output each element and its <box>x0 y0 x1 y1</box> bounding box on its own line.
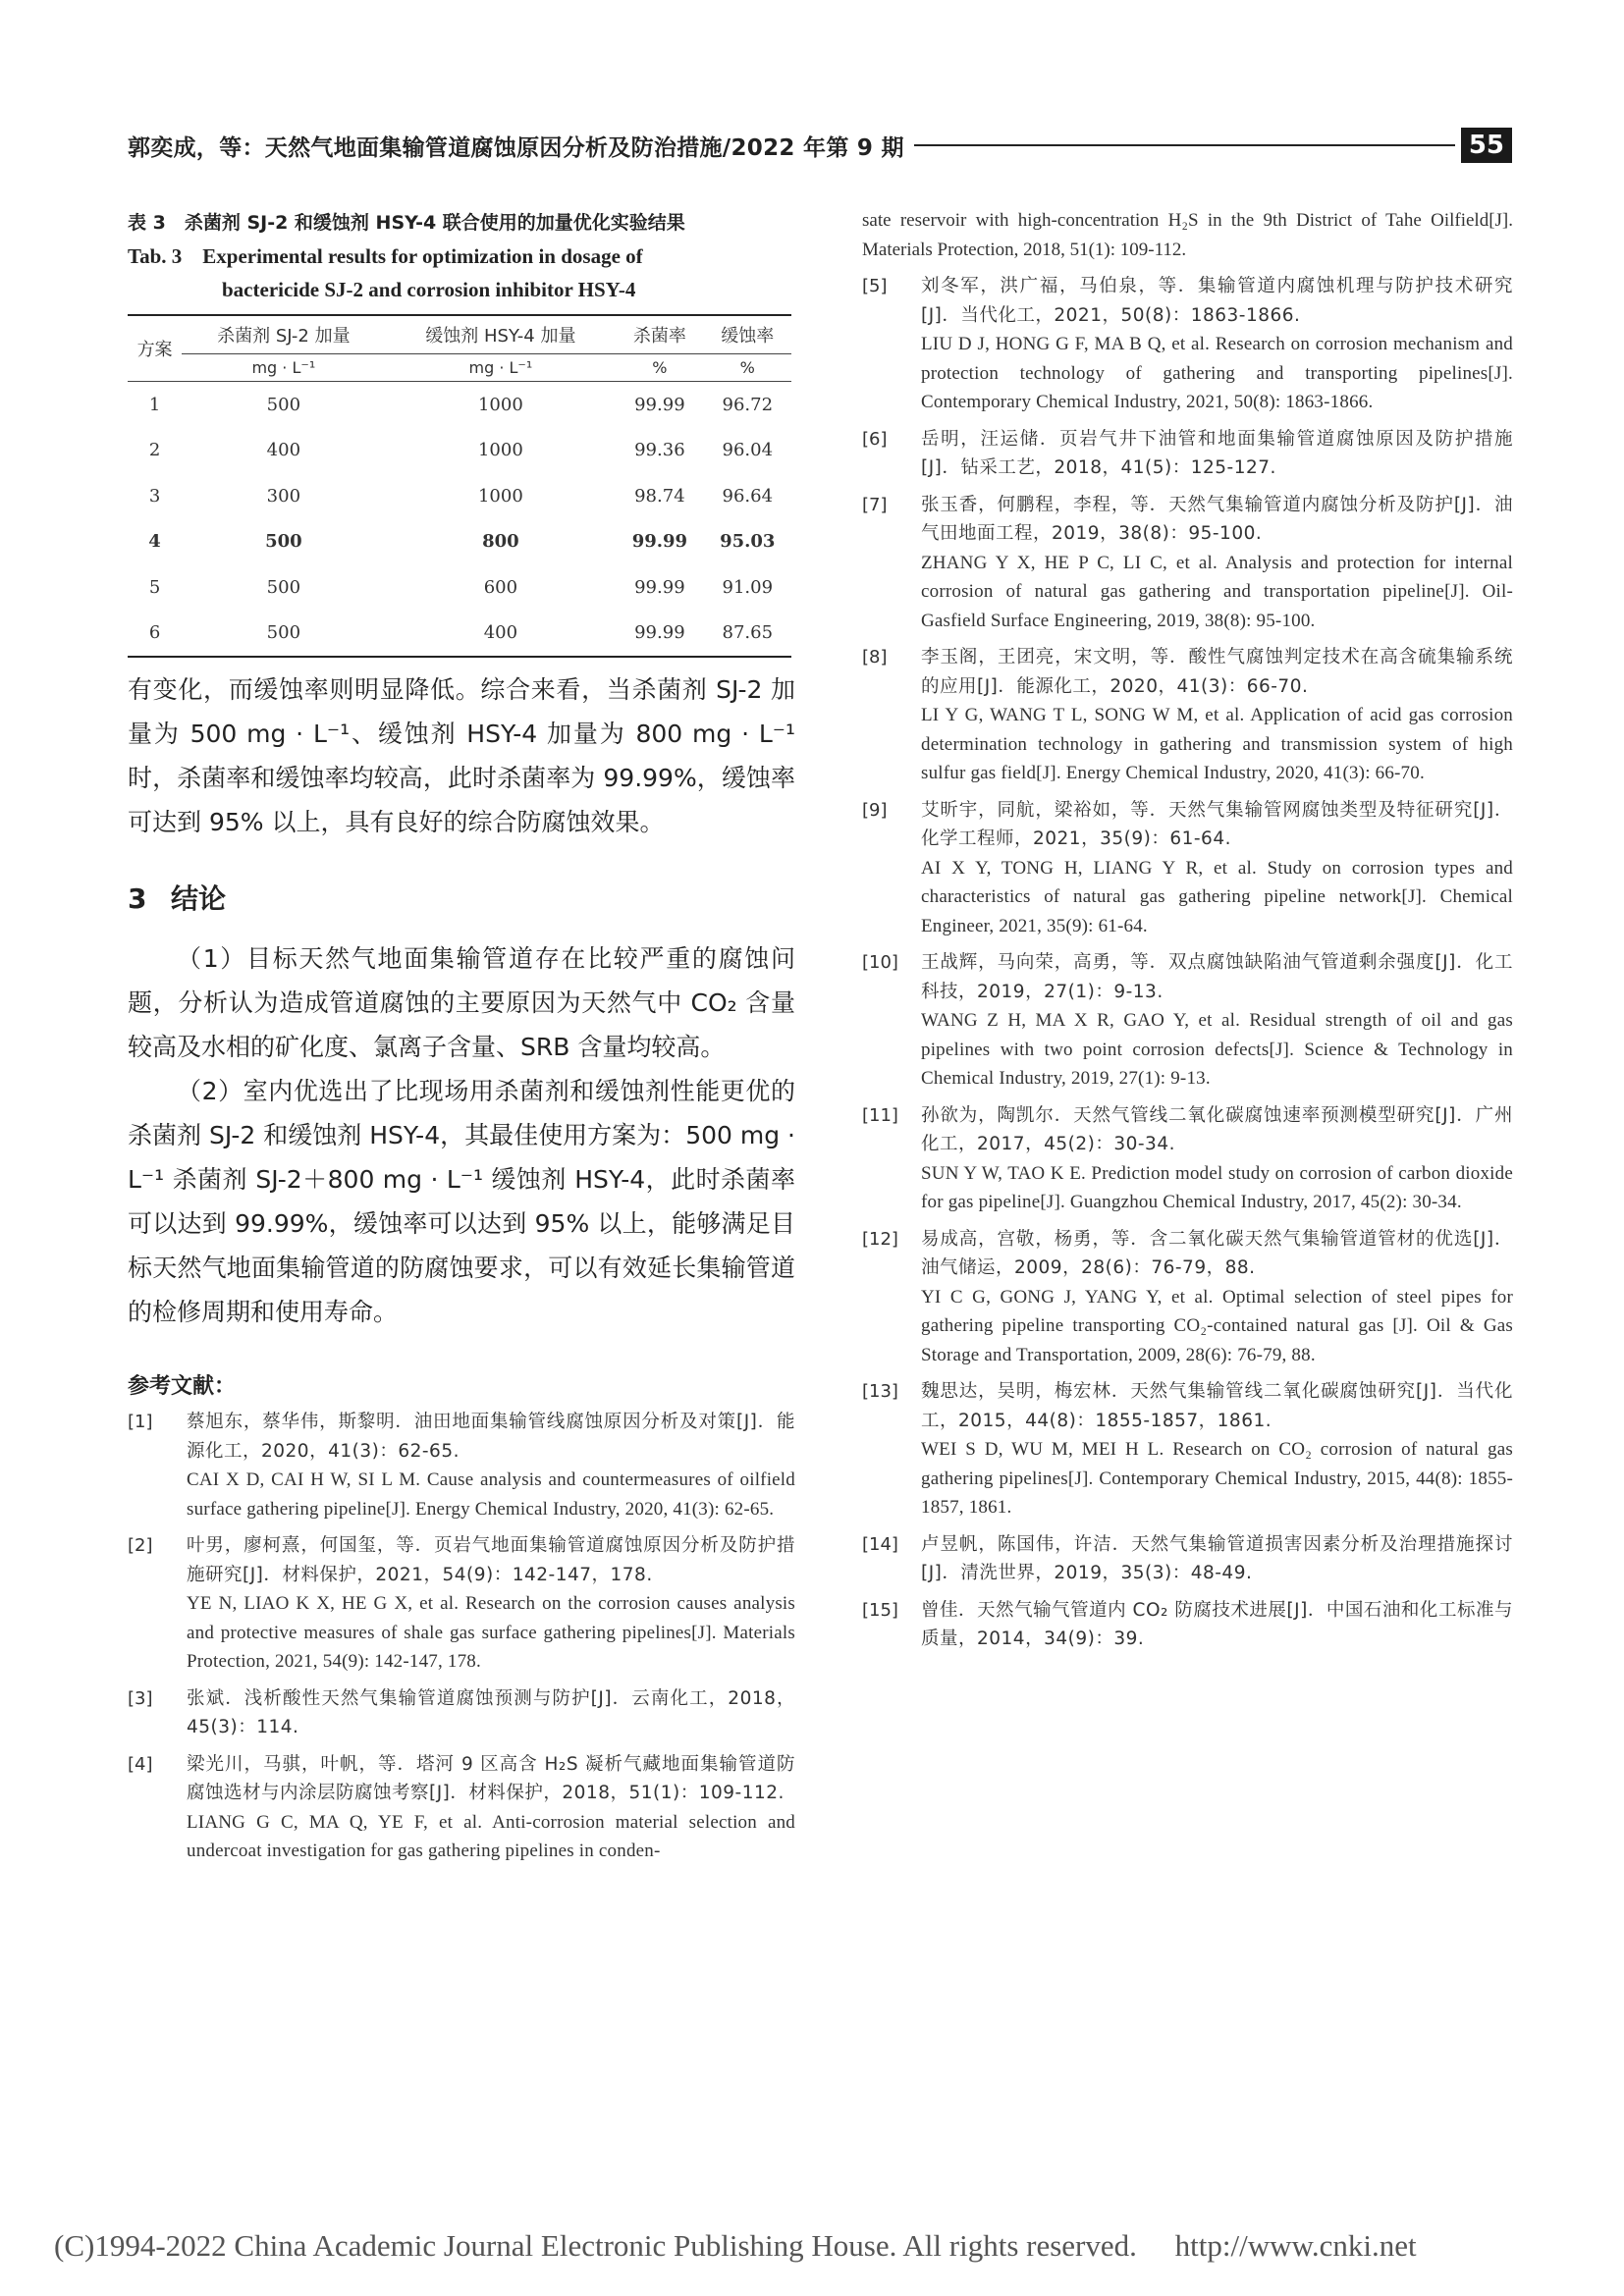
cell-hsy4: 1000 <box>477 394 523 415</box>
table-row <box>128 428 791 474</box>
reference-4-continuation: sate reservoir with high-concentration H₂S in the 9th District of Tahe Oilfield[J]. Materials Protection, 2018, 51(1): 109-112. <box>862 210 1513 260</box>
cell-inhibition-rate: 87.65 <box>704 611 791 658</box>
reference-body <box>921 1377 1513 1522</box>
cell-kill-rate: 99.99 <box>634 576 685 598</box>
cell-scheme: 2 <box>148 440 161 461</box>
table-row <box>128 564 791 611</box>
table-3 <box>128 314 791 658</box>
reference-item <box>128 1531 795 1677</box>
table-caption-en-line2: bactericide SJ-2 and corrosion inhibitor HSY-4 <box>222 278 636 301</box>
reference-citation-zh: 蔡旭东，蔡华伟，斯黎明．油田地面集输管线腐蚀原因分析及对策[J]．能源化工，2020，41(3)：62-65. <box>187 1412 795 1462</box>
reference-item <box>862 272 1513 417</box>
reference-item <box>862 491 1513 636</box>
reference-citation-en: YI C G, GONG J, YANG Y, et al. Optimal selection of steel pipes for gathering pipeline transporting CO₂-contained natural gas [J]. Oil & Gas Storage and Transportation, 2009, 28(6): 76-79, 88. <box>921 1286 1513 1365</box>
reference-number: [9] <box>862 799 888 821</box>
cell-sj2: 500 <box>182 611 385 658</box>
section-heading <box>128 878 795 917</box>
col-header-hsy4: 缓蚀剂 HSY-4 加量 <box>386 315 617 354</box>
reference-body <box>921 796 1513 941</box>
unit-inhibition-rate: % <box>704 354 791 382</box>
table-row <box>128 611 791 658</box>
unit-kill-rate: % <box>616 354 703 382</box>
cell-scheme: 6 <box>128 611 182 658</box>
table-row <box>128 473 791 519</box>
left-column <box>128 206 795 1866</box>
reference-item <box>128 1750 795 1866</box>
reference-body <box>921 491 1513 636</box>
col-header-inhibition-rate: 缓蚀率 <box>704 315 791 354</box>
reference-citation-zh: 刘冬军，洪广福，马伯泉，等．集输管道内腐蚀机理与防护技术研究[J]．当代化工，2021，50(8)：1863-1866. <box>921 276 1513 326</box>
col-header-kill-rate: 杀菌率 <box>616 315 703 354</box>
reference-citation-zh: 艾昕宇，同航，梁裕如，等．天然气集输管网腐蚀类型及特征研究[J]．化学工程师，2021，35(9)：61-64. <box>921 799 1513 849</box>
reference-number: [7] <box>862 494 888 515</box>
cell-sj2: 500 <box>265 531 302 553</box>
reference-item <box>862 796 1513 941</box>
reference-citation-zh: 王战辉，马向荣，高勇，等．双点腐蚀缺陷油气管道剩余强度[J]．化工科技，2019，27(1)：9-13. <box>921 952 1513 1002</box>
unit-hsy4: mg · L⁻¹ <box>386 354 617 382</box>
reference-body <box>921 1596 1513 1654</box>
cell-hsy4: 1000 <box>477 485 523 507</box>
reference-item <box>862 1101 1513 1217</box>
reference-citation-en: WEI S D, WU M, MEI H L. Research on CO₂ corrosion of natural gas gathering pipelines[J]. Contemporary Chemical Industry, 2015, 44(8): 1855-1857, 1861. <box>921 1439 1513 1518</box>
reference-item <box>862 1225 1513 1370</box>
reference-citation-en: YE N, LIAO K X, HE G X, et al. Research on the corrosion causes analysis and protective measures of shale gas surface gathering pipelines[J]. Materials Protection, 2021, 54(9): 142-147, 178. <box>187 1593 795 1672</box>
table-caption-en-line1: Tab. 3 Experimental results for optimization in dosage of <box>128 244 643 268</box>
reference-number: [2] <box>128 1535 153 1556</box>
reference-body <box>187 1408 795 1523</box>
reference-number: [1] <box>128 1412 153 1432</box>
col-header-sj2: 杀菌剂 SJ-2 加量 <box>182 315 385 354</box>
reference-number: [12] <box>862 1228 898 1250</box>
table-caption-zh: 表 3 杀菌剂 SJ-2 和缓蚀剂 HSY-4 联合使用的加量优化实验结果 <box>128 212 685 234</box>
section-number: 3 <box>128 882 147 915</box>
col-header-scheme: 方案 <box>128 315 182 382</box>
cell-scheme: 5 <box>148 576 161 598</box>
reference-citation-en: LIANG G C, MA Q, YE F, et al. Anti-corrosion material selection and undercoat investigation for gas gathering pipelines in conden- <box>187 1811 795 1861</box>
reference-body <box>921 425 1513 483</box>
reference-citation-zh: 叶男，廖柯熹，何国玺，等．页岩气地面集输管道腐蚀原因分析及防护措施研究[J]．材料保护，2021，54(9)：142-147，178. <box>187 1535 795 1585</box>
cell-inhibition-rate: 91.09 <box>722 576 774 598</box>
cell-sj2: 300 <box>266 485 301 507</box>
running-title: 郭奕成，等：天然气地面集输管道腐蚀原因分析及防治措施/2022 年第 9 期 <box>128 134 904 161</box>
reference-item <box>862 948 1513 1094</box>
reference-number: [6] <box>862 428 888 450</box>
reference-citation-zh: 孙欲为，陶凯尔．天然气管线二氧化碳腐蚀速率预测模型研究[J]．广州化工，2017，45(2)：30-34. <box>921 1104 1513 1154</box>
cell-kill-rate: 99.36 <box>634 440 685 461</box>
paragraph-after-table: 有变化，而缓蚀率则明显降低。综合来看，当杀菌剂 SJ-2 加量为 500 mg · L⁻¹、缓蚀剂 HSY-4 加量为 800 mg · L⁻¹ 时，杀菌率和缓蚀率均较高，此时杀菌率为 99.99%，缓蚀率可达到 95% 以上，具有良好的综合防腐蚀效果。 <box>128 675 795 836</box>
reference-body <box>921 1530 1513 1588</box>
conclusions <box>128 936 795 1334</box>
header-rule <box>914 144 1455 146</box>
references-list-right <box>862 272 1513 1654</box>
reference-citation-en: ZHANG Y X, HE P C, LI C, et al. Analysis and protection for internal corrosion of natural gas gathering and transportation pipeline[J]. Oil-Gasfield Surface Engineering, 2019, 38(8): 95-100. <box>921 552 1513 631</box>
reference-body <box>921 948 1513 1094</box>
cell-kill-rate: 99.99 <box>634 394 685 415</box>
table-row <box>128 382 791 428</box>
reference-citation-zh: 曾佳．天然气输气管道内 CO₂ 防腐技术进展[J]．中国石油和化工标准与质量，2014，34(9)：39. <box>921 1599 1513 1649</box>
reference-citation-en: AI X Y, TONG H, LIANG Y R, et al. Study on corrosion types and characteristics of natural gas gathering pipeline network[J]. Chemical Engineer, 2021, 35(9): 61-64. <box>921 857 1513 936</box>
cell-sj2: 400 <box>266 440 301 461</box>
cell-scheme: 3 <box>148 485 161 507</box>
reference-body <box>187 1531 795 1677</box>
cell-hsy4: 600 <box>483 576 518 598</box>
cell-sj2: 500 <box>266 576 301 598</box>
body-text <box>128 667 795 844</box>
reference-citation-zh: 魏思达，吴明，梅宏林．天然气集输管线二氧化碳腐蚀研究[J]．当代化工，2015，44(8)：1855-1857，1861. <box>921 1381 1513 1431</box>
reference-body <box>921 1101 1513 1217</box>
cell-inhibition-rate: 96.72 <box>722 394 774 415</box>
reference-body <box>921 643 1513 788</box>
reference-body <box>921 1225 1513 1370</box>
reference-number: [5] <box>862 276 888 296</box>
reference-number: [15] <box>862 1599 898 1621</box>
reference-number: [4] <box>128 1753 153 1775</box>
cell-kill-rate: 99.99 <box>616 611 703 658</box>
reference-citation-zh: 岳明，汪运储．页岩气井下油管和地面集输管道腐蚀原因及防护措施[J]．钻采工艺，2018，41(5)：125-127. <box>921 428 1513 478</box>
reference-number: [8] <box>862 647 888 667</box>
reference-number: [13] <box>862 1381 898 1402</box>
references-list-left <box>128 1408 795 1866</box>
reference-number: [14] <box>862 1533 898 1555</box>
table-caption-en <box>128 240 795 306</box>
reference-body <box>921 272 1513 417</box>
cell-hsy4: 1000 <box>477 440 523 461</box>
reference-body <box>187 1750 795 1866</box>
reference-citation-zh: 卢昱帆，陈国伟，许洁．天然气集输管道损害因素分析及治理措施探讨[J]．清洗世界，2019，35(3)：48-49. <box>921 1533 1513 1583</box>
cell-inhibition-rate: 96.04 <box>722 440 774 461</box>
reference-item <box>862 1596 1513 1654</box>
cell-scheme: 4 <box>148 531 161 553</box>
reference-citation-zh: 梁光川，马骐，叶帆，等．塔河 9 区高含 H₂S 凝析气藏地面集输管道防腐蚀选材与内涂层防腐蚀考察[J]．材料保护，2018，51(1)：109-112. <box>187 1753 795 1803</box>
reference-citation-en: CAI X D, CAI H W, SI L M. Cause analysis and countermeasures of oilfield surface gathering pipeline[J]. Energy Chemical Industry, 2020, 41(3): 62-65. <box>187 1469 795 1520</box>
reference-citation-zh: 张斌．浅析酸性天然气集输管道腐蚀预测与防护[J]．云南化工，2018，45(3)：114. <box>187 1687 795 1737</box>
cell-sj2: 500 <box>266 394 301 415</box>
reference-citation-zh: 易成高，宫敬，杨勇，等．含二氧化碳天然气集输管道管材的优选[J]．油气储运，2009，28(6)：76-79，88. <box>921 1228 1513 1278</box>
page-number: 55 <box>1461 128 1512 163</box>
reference-citation-en: SUN Y W, TAO K E. Prediction model study on corrosion of carbon dioxide for gas pipeline[J]. Guangzhou Chemical Industry, 2017, 45(2): 30-34. <box>921 1162 1513 1212</box>
reference-item <box>862 1530 1513 1588</box>
cell-kill-rate: 98.74 <box>634 485 685 507</box>
reference-item <box>128 1684 795 1742</box>
reference-number: [11] <box>862 1104 898 1126</box>
cell-kill-rate: 99.99 <box>631 531 688 553</box>
conclusion-1: （1）目标天然气地面集输管道存在比较严重的腐蚀问题，分析认为造成管道腐蚀的主要原因为天然气中 CO₂ 含量较高及水相的矿化度、氯离子含量、SRB 含量均较高。 <box>128 944 795 1061</box>
cell-scheme: 1 <box>148 394 161 415</box>
right-column <box>862 206 1513 1654</box>
reference-citation-zh: 李玉阁，王团亮，宋文明，等．酸性气腐蚀判定技术在高含硫集输系统的应用[J]．能源化工，2020，41(3)：66-70. <box>921 647 1513 697</box>
unit-sj2: mg · L⁻¹ <box>182 354 385 382</box>
reference-item <box>862 425 1513 483</box>
table-row-optimal <box>128 519 791 565</box>
reference-citation-en: LI Y G, WANG T L, SONG W M, et al. Application of acid gas corrosion determination technology in gathering and transmission system of high sulfur gas field[J]. Energy Chemical Industry, 2020, 41(3): 66-70. <box>921 705 1513 783</box>
reference-number: [10] <box>862 952 898 973</box>
conclusion-2: （2）室内优选出了比现场用杀菌剂和缓蚀剂性能更优的杀菌剂 SJ-2 和缓蚀剂 HSY-4，其最佳使用方案为：500 mg · L⁻¹ 杀菌剂 SJ-2＋800 mg · L⁻¹ 缓蚀剂 HSY-4，此时杀菌率可以达到 99.99%，缓蚀率可以达到 95% 以上，能够满足目标天然气地面集输管道的防腐蚀要求，可以有效延长集输管道的检修周期和使用寿命。 <box>128 1077 795 1326</box>
reference-item <box>862 643 1513 788</box>
reference-citation-en: LIU D J, HONG G F, MA B Q, et al. Research on corrosion mechanism and protection technology of gathering and transporting pipelines[J]. Contemporary Chemical Industry, 2021, 50(8): 1863-1866. <box>921 334 1513 412</box>
reference-citation-zh: 张玉香，何鹏程，李程，等．天然气集输管道内腐蚀分析及防护[J]．油气田地面工程，2019，38(8)：95-100. <box>921 494 1513 544</box>
cell-inhibition-rate: 96.64 <box>722 485 774 507</box>
cell-hsy4: 800 <box>482 531 519 553</box>
cell-hsy4: 400 <box>386 611 617 658</box>
reference-item <box>128 1408 795 1523</box>
references-title: 参考文献： <box>128 1374 237 1399</box>
copyright-footer: (C)1994-2022 China Academic Journal Electronic Publishing House. All rights reserved. http://www.cnki.net <box>54 2228 1417 2263</box>
running-header <box>128 126 1512 165</box>
section-title: 结论 <box>171 882 227 915</box>
reference-body <box>187 1684 795 1742</box>
cell-inhibition-rate: 95.03 <box>720 531 776 553</box>
reference-citation-en: WANG Z H, MA X R, GAO Y, et al. Residual strength of oil and gas pipelines with two point corrosion defects[J]. Science & Technology in Chemical Industry, 2019, 27(1): 9-13. <box>921 1010 1513 1089</box>
reference-number: [3] <box>128 1687 153 1709</box>
reference-item <box>862 1377 1513 1522</box>
